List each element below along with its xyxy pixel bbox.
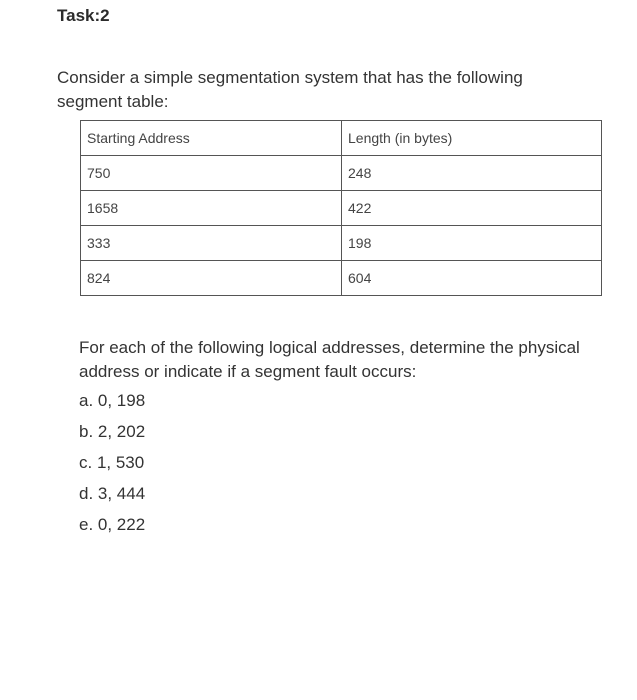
table-row	[81, 156, 602, 191]
cell-starting-address: 333	[81, 226, 342, 261]
address-options-list	[79, 389, 145, 544]
cell-length: 604	[342, 261, 602, 296]
table-row	[81, 191, 602, 226]
cell-length: 248	[342, 156, 602, 191]
segment-table	[80, 120, 602, 296]
task-title: Task:2	[57, 6, 110, 25]
cell-length: 198	[342, 226, 602, 261]
list-item: a. 0, 198	[79, 391, 146, 410]
header-length: Length (in bytes)	[342, 121, 602, 156]
intro-text: Consider a simple segmentation system that has the following segment table:	[57, 68, 523, 111]
list-item: b. 2, 202	[79, 422, 146, 441]
cell-starting-address: 1658	[81, 191, 342, 226]
question-text: For each of the following logical addresses, determine the physical address or indicate if a segment fault occurs:	[79, 338, 580, 381]
table-header-row	[81, 121, 602, 156]
cell-starting-address: 824	[81, 261, 342, 296]
list-item: d. 3, 444	[79, 484, 146, 503]
cell-starting-address: 750	[81, 156, 342, 191]
list-item: e. 0, 222	[79, 515, 146, 534]
cell-length: 422	[342, 191, 602, 226]
table-row	[81, 261, 602, 296]
table-row	[81, 226, 602, 261]
list-item: c. 1, 530	[79, 453, 145, 472]
header-starting-address: Starting Address	[81, 121, 342, 156]
